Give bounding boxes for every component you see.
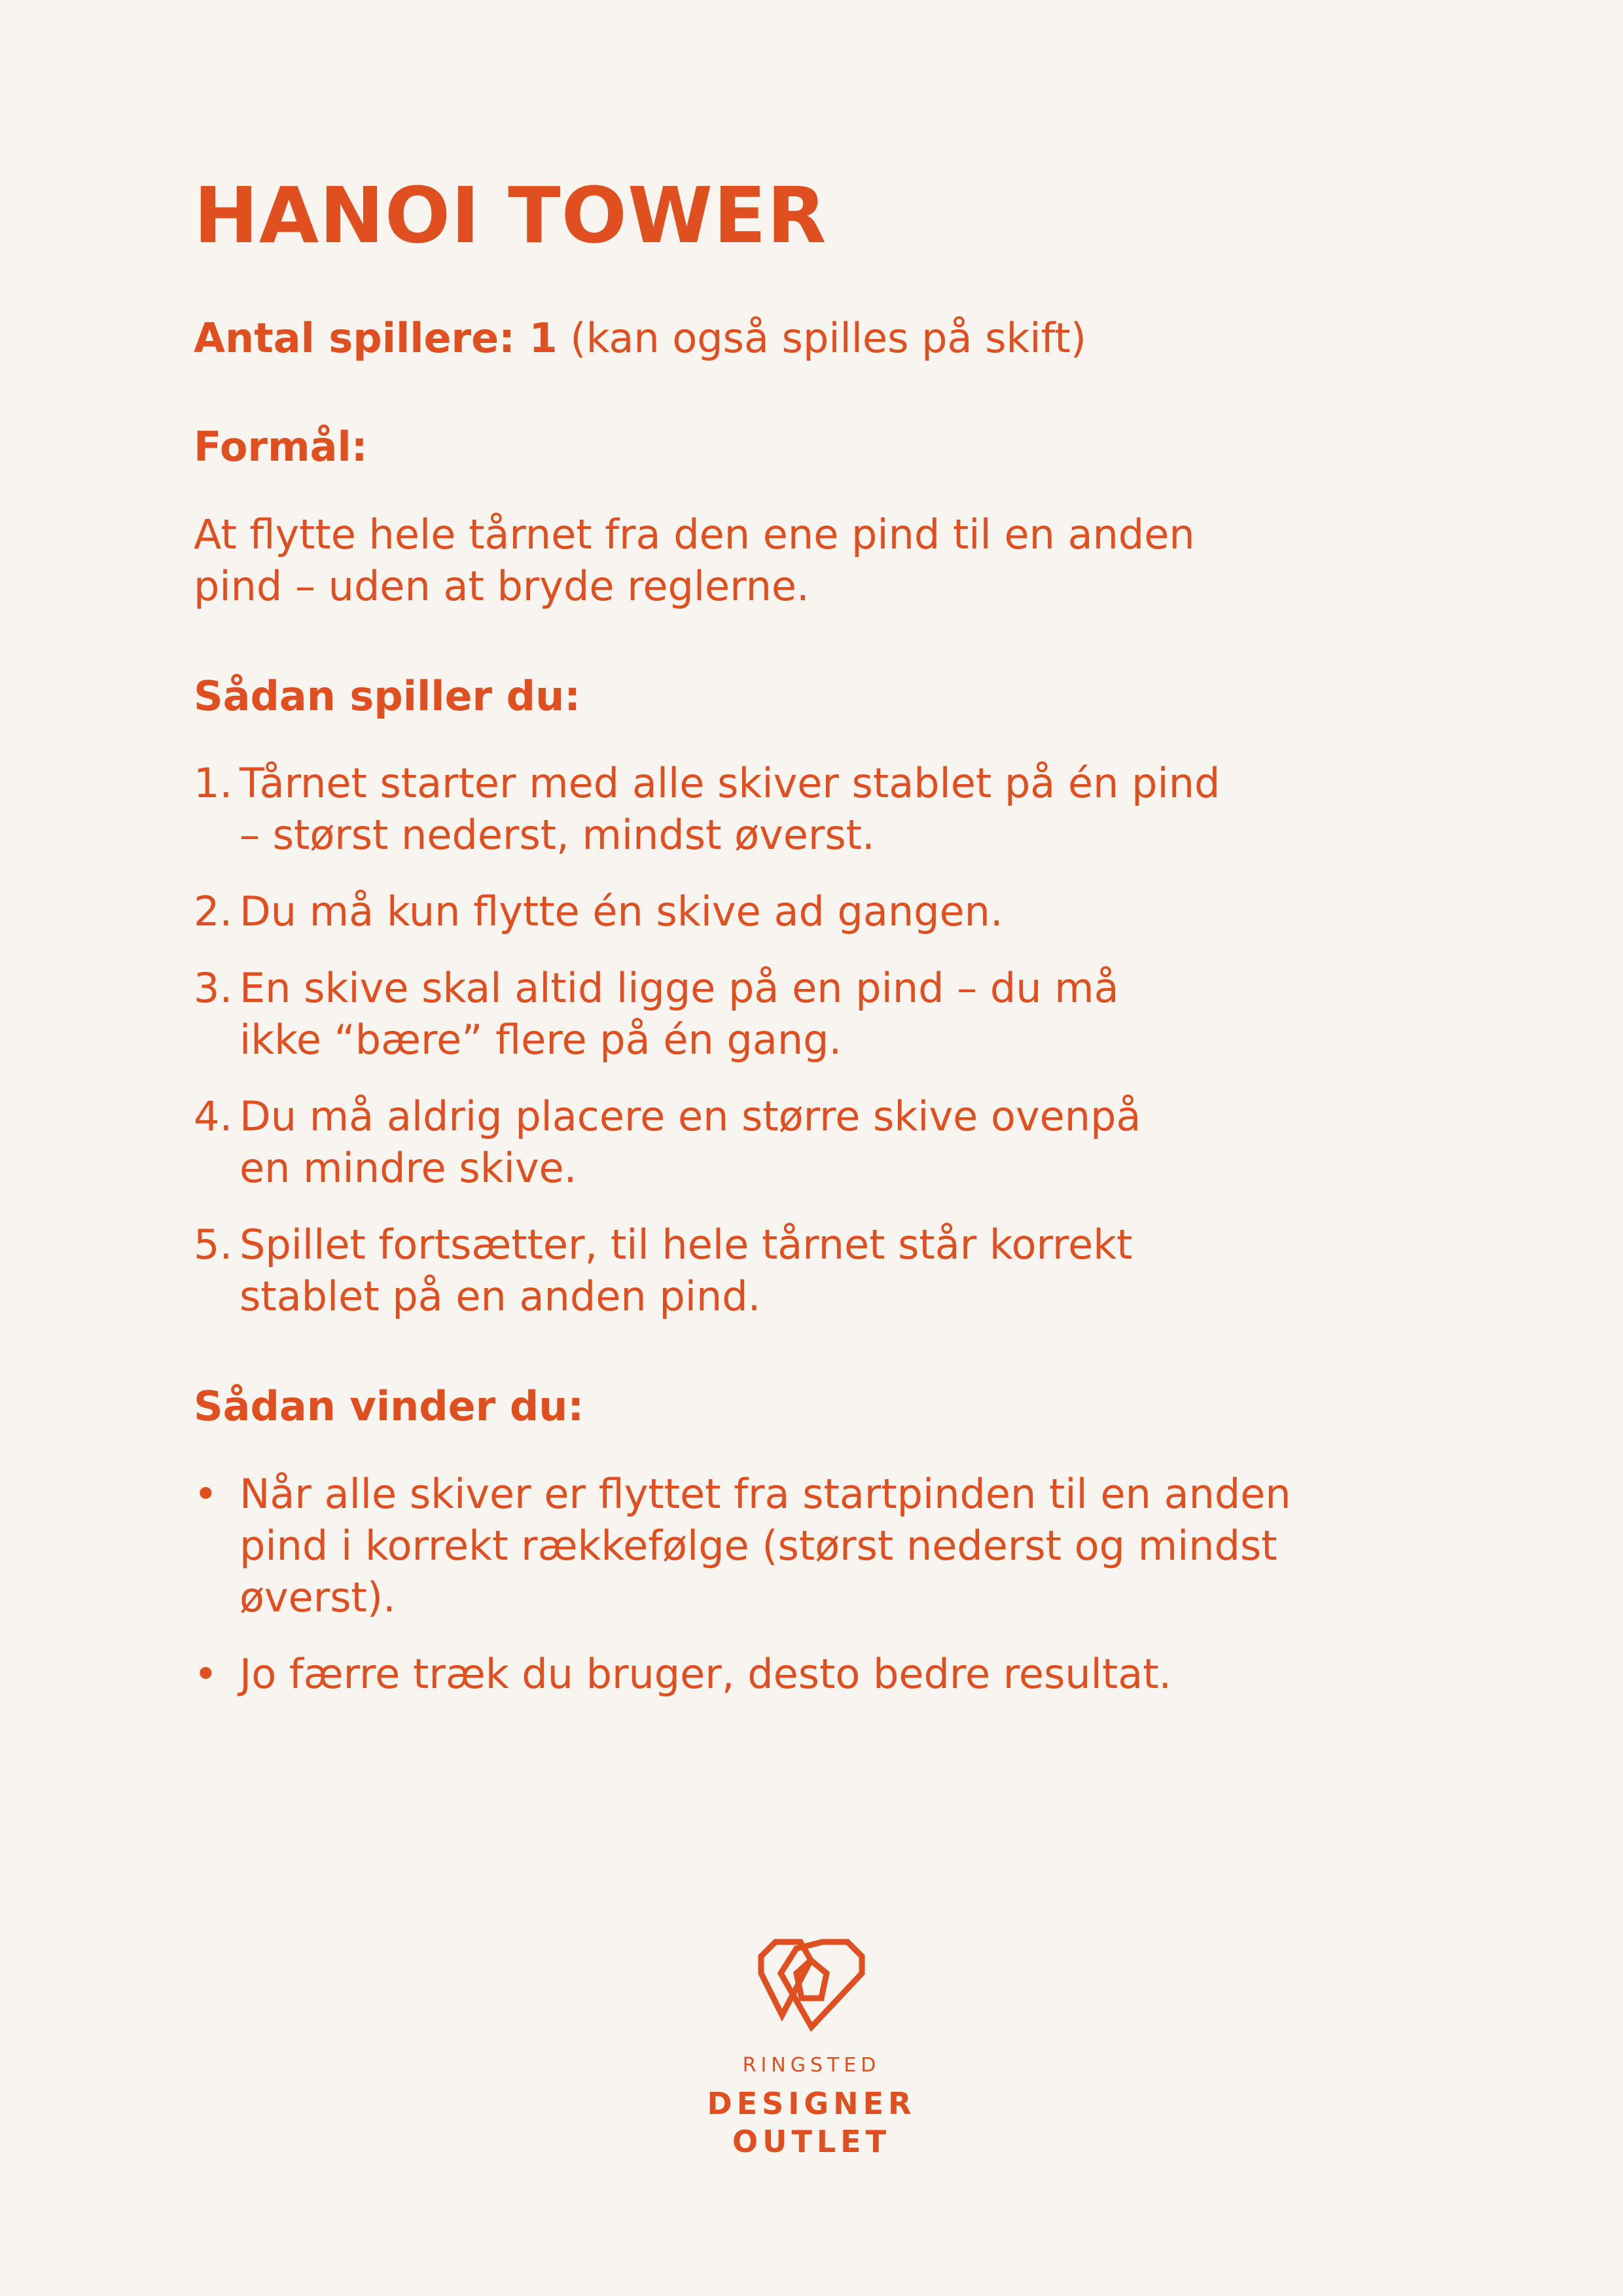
win-text: Når alle skiver er flyttet fra startpinden til en anden pind i korrekt rækkefølge (størst nederst og mindst øverst). [240,1469,1291,1621]
how-to-win-heading: Sådan vinder du: [194,1382,584,1431]
step-number: 5. [194,1221,233,1269]
list-item [194,1648,1418,1700]
step-text: Du må kun flytte én skive ad gangen. [240,888,1003,936]
heart-logo-icon [756,1934,867,2034]
list-item [194,1219,1169,1322]
players-line [194,314,1437,363]
logo-text-designer: DESIGNER [707,2086,916,2121]
brand-logo [681,1934,942,2161]
step-text: Spillet fortsætter, til hele tårnet står korrekt stablet på en anden pind. [240,1221,1133,1321]
list-item [194,1090,1169,1194]
logo-text-ringsted: RINGSTED [742,2054,881,2077]
step-number: 4. [194,1092,233,1141]
step-number: 2. [194,888,233,936]
step-text: En skive skal altid ligge på en pind – du må ikke “bære” flere på én gang. [240,964,1119,1064]
step-text: Tårnet starter med alle skiver stablet på én pind – størst nederst, mindst øverst. [240,759,1221,859]
purpose-text: At flytte hele tårnet fra den ene pind til en anden pind – uden at bryde reglerne. [194,510,1195,610]
bullet-icon: • [194,1469,218,1518]
how-to-play-heading: Sådan spiller du: [194,672,580,720]
players-note: (kan også spilles på skift) [557,314,1086,362]
list-item [194,962,1156,1066]
rules-page [194,170,1437,1725]
page-title: HANOI TOWER [194,170,827,260]
step-number: 1. [194,759,233,808]
steps-list [194,757,1437,1322]
step-text: Du må aldrig placere en større skive ovenpå en mindre skive. [240,1092,1141,1193]
list-item [194,1468,1352,1623]
step-number: 3. [194,964,233,1013]
win-conditions-list [194,1468,1437,1700]
list-item [194,886,1241,937]
players-label: Antal spillere: 1 [194,314,558,362]
list-item [194,757,1241,861]
purpose-heading: Formål: [194,423,368,471]
bullet-icon: • [194,1649,218,1698]
logo-text-outlet: OUTLET [732,2124,891,2159]
win-text: Jo færre træk du bruger, desto bedre resultat. [240,1649,1172,1698]
